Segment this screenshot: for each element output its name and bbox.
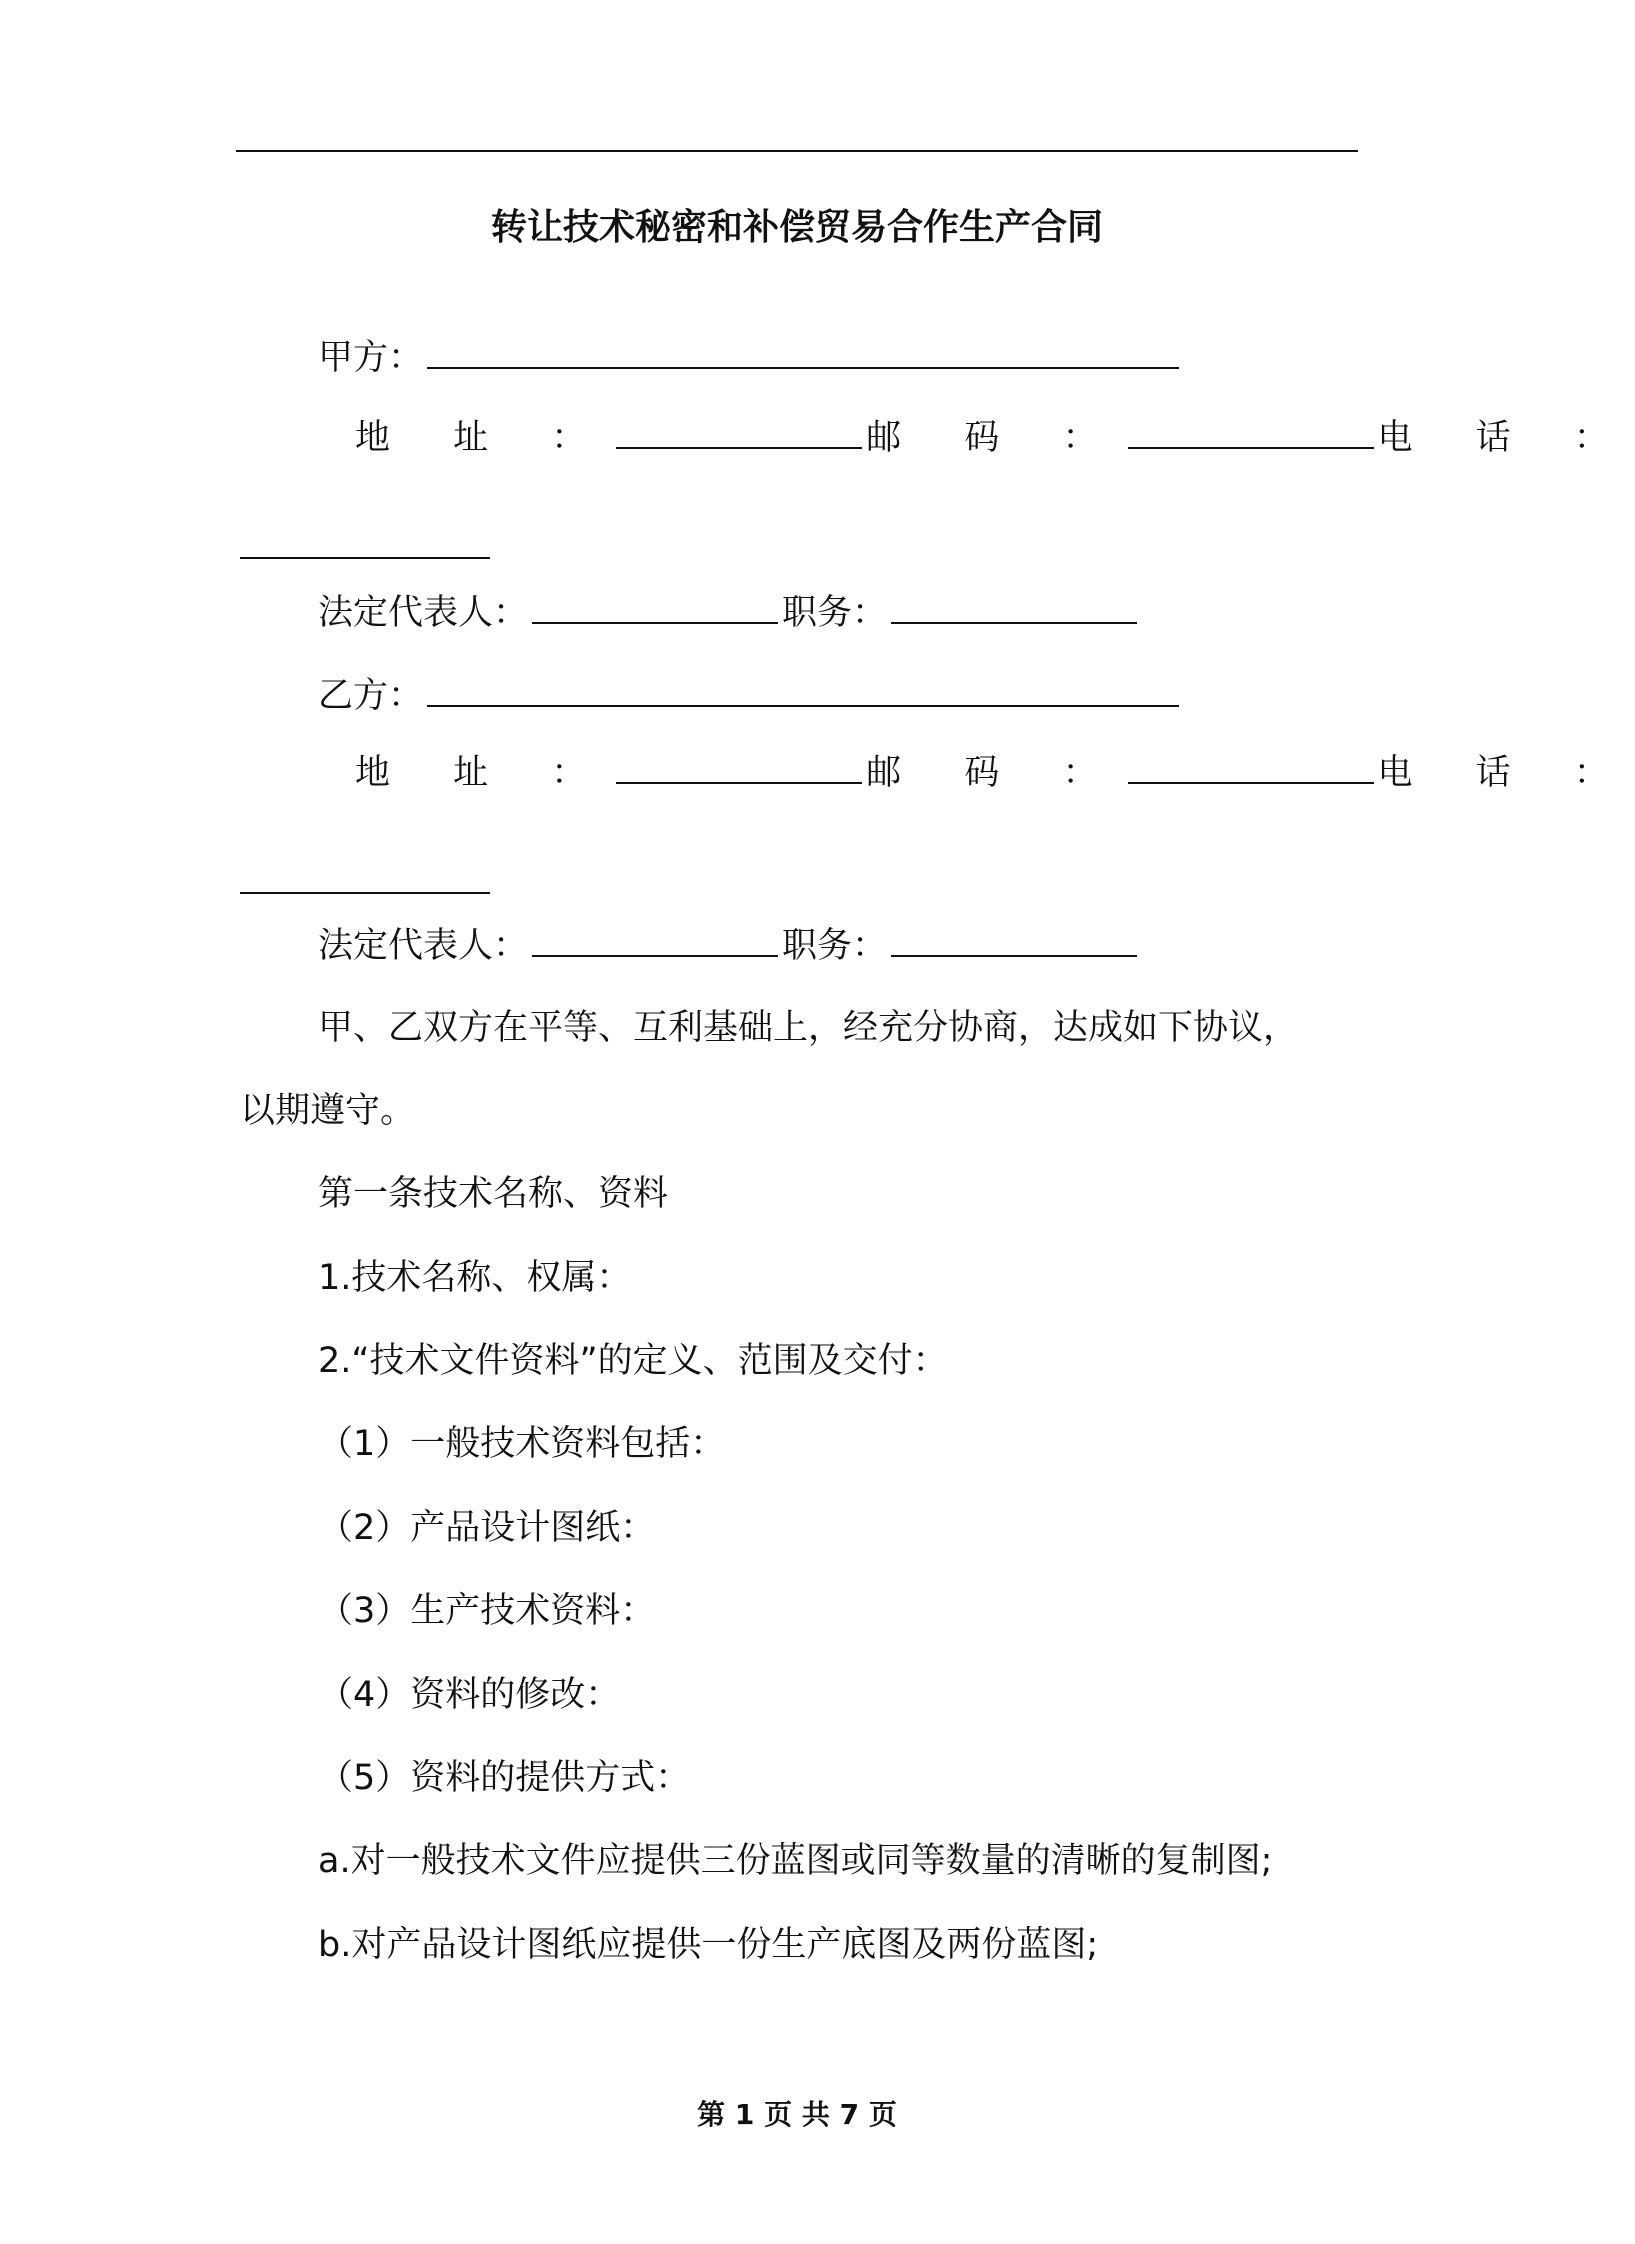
party-a-label: 甲方：	[318, 338, 424, 378]
party-b-phone-blank[interactable]	[240, 856, 490, 894]
party-b-rep-label: 法定代表人：	[318, 926, 529, 966]
party-a-rep-line	[318, 585, 1141, 641]
party-b-rep-blank[interactable]	[532, 919, 778, 957]
party-a-postcode-label: 邮 码 ：	[866, 418, 1124, 458]
party-b-rep-line	[318, 918, 1141, 974]
party-a-postcode-blank[interactable]	[1128, 411, 1374, 449]
article-1-heading: 第一条技术名称、资料	[318, 1174, 669, 1214]
sub-item-1: （1）一般技术资料包括：	[318, 1424, 726, 1464]
party-a-phone-label: 电 话 ：	[1377, 418, 1635, 458]
sub-item-2: （2）产品设计图纸：	[318, 1508, 656, 1548]
preamble-line-1: 甲、乙双方在平等、互利基础上，经充分协商，达成如下协议，	[318, 1008, 1299, 1048]
header-rule	[236, 150, 1358, 152]
party-b-position-label: 职务：	[782, 926, 888, 966]
party-a-name-blank[interactable]	[427, 331, 1179, 369]
sub-item-4: （4）资料的修改：	[318, 1675, 621, 1715]
party-a-rep-label: 法定代表人：	[318, 593, 529, 633]
party-b-address-blank[interactable]	[616, 746, 862, 784]
party-a-position-label: 职务：	[782, 593, 888, 633]
clause-b: b.对产品设计图纸应提供一份生产底图及两份蓝图;	[318, 1925, 1099, 1965]
item-2: 2.“技术文件资料”的定义、范围及交付：	[318, 1341, 948, 1381]
party-b-postcode-label: 邮 码 ：	[866, 753, 1124, 793]
party-a-line	[318, 330, 1183, 386]
preamble-line-2: 以期遵守。	[240, 1091, 416, 1131]
party-b-phone-label: 电 话 ：	[1377, 753, 1635, 793]
party-a-contact-line	[355, 410, 1635, 466]
party-b-label: 乙方：	[318, 676, 424, 716]
page-number: 第 1 页 共 7 页	[697, 2098, 897, 2131]
party-b-address-label: 地 址 ：	[355, 753, 613, 793]
document-title: 转让技术秘密和补偿贸易合作生产合同	[490, 207, 1103, 248]
clause-a: a.对一般技术文件应提供三份蓝图或同等数量的清晰的复制图;	[318, 1841, 1273, 1881]
party-b-postcode-blank[interactable]	[1128, 746, 1374, 784]
party-a-address-blank[interactable]	[616, 411, 862, 449]
party-a-phone-blank[interactable]	[240, 521, 490, 559]
party-b-name-blank[interactable]	[427, 669, 1179, 707]
party-b-contact-line	[355, 745, 1635, 801]
sub-item-3: （3）生产技术资料：	[318, 1591, 656, 1631]
party-a-phone-continued	[240, 520, 494, 576]
party-b-position-blank[interactable]	[891, 919, 1137, 957]
item-1: 1.技术名称、权属：	[318, 1258, 632, 1298]
party-a-address-label: 地 址 ：	[355, 418, 613, 458]
party-a-rep-blank[interactable]	[532, 586, 778, 624]
party-a-position-blank[interactable]	[891, 586, 1137, 624]
party-b-phone-continued	[240, 855, 494, 911]
sub-item-5: （5）资料的提供方式：	[318, 1758, 691, 1798]
party-b-line	[318, 668, 1183, 724]
